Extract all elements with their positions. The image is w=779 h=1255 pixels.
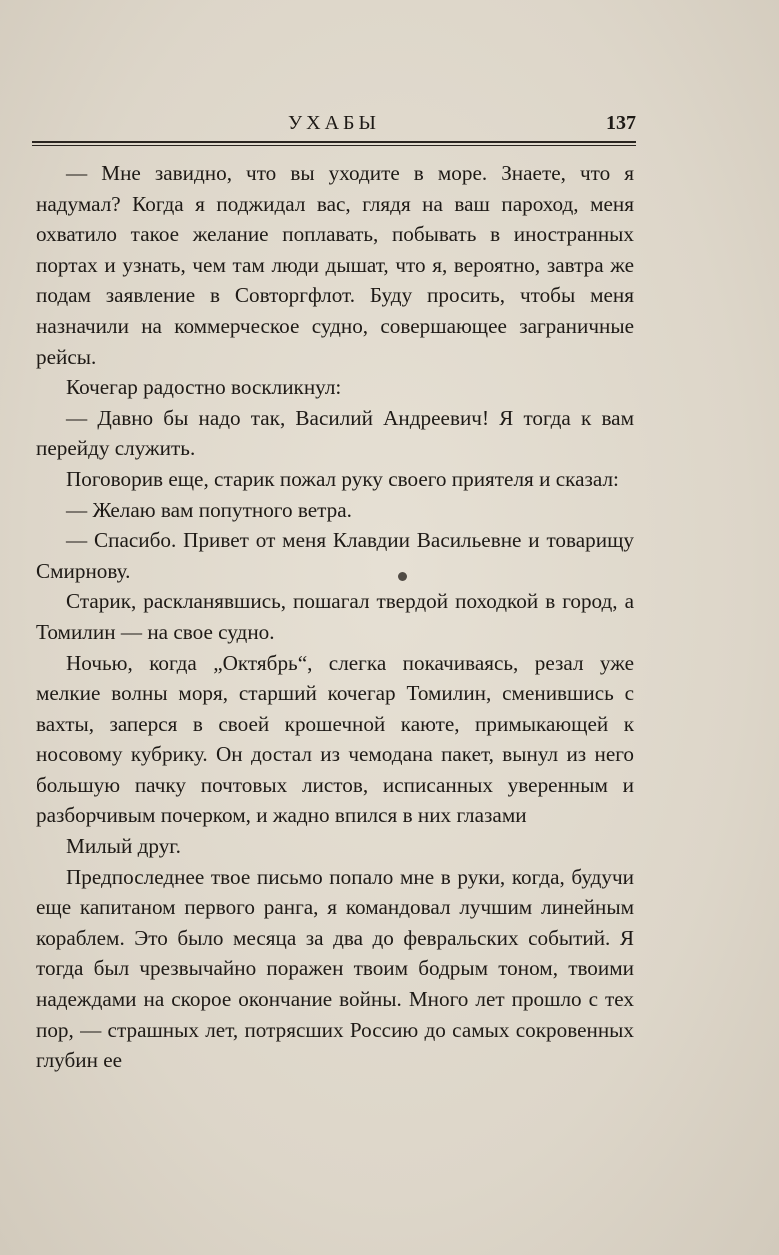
letter-body: Предпоследнее твое письмо попало мне в руки, когда, будучи еще капитаном первого ранга, я командовал лучшим линейным кораблем. Это было месяца за два до февральских событий. Я тогда был чрезвычайно поражен твоим бодрым тоном, твоими надеждами на скорое окончание войны. Много лет прошло с тех пор, — страшных лет, потрясших Россию до самых сокровенных глубин ее: [36, 864, 634, 1073]
letter-salutation: Милый друг.: [66, 834, 181, 859]
paragraph: — Мне завидно, что вы уходите в море. Знаете, что я надумал? Когда я поджидал вас, глядя на ваш пароход, меня охватило такое желание поплавать, побывать в иностранных портах и узнать, чем там люди дышат, что я, вероятно, завтра же подам заявление в Совторгфлот. Буду просить, чтобы меня назначили на коммерческое судно, совершающее заграничные рейсы.: [36, 161, 634, 369]
paragraph: Кочегар радостно воскликнул:: [66, 375, 342, 400]
paragraph: Ночью, когда „Октябрь“, слегка покачиваясь, резал уже мелкие волны моря, старший кочегар Томилин, сменившись с вахты, заперся в своей крошечной каюте, примыкающей к носовому кубрику. Он достал из чемодана пакет, вынул из него большую пачку почтовых листов, исписанных уверенным и разборчивым почерком, и жадно впился в них глазами: [36, 650, 634, 828]
paragraph: — Давно бы надо так, Василий Андреевич! Я тогда к вам перейду служить.: [36, 405, 634, 461]
paragraph: — Спасибо. Привет от меня Клавдии Васильевне и товарищу Смирнову.: [36, 528, 634, 583]
paragraph: Поговорив еще, старик пожал руку своего приятеля и сказал:: [66, 466, 619, 491]
header-rule: [32, 141, 636, 146]
paragraph: Старик, раскланявшись, пошагал твердой походкой в город, а Томилин — на свое судно.: [36, 589, 634, 644]
page-number: 137: [606, 112, 636, 134]
page-header: [32, 112, 636, 140]
ink-speck: [398, 572, 407, 581]
paragraph: — Желаю вам попутного ветра.: [66, 497, 352, 522]
body-text: [36, 158, 634, 1076]
running-title: УХАБЫ: [288, 112, 380, 134]
